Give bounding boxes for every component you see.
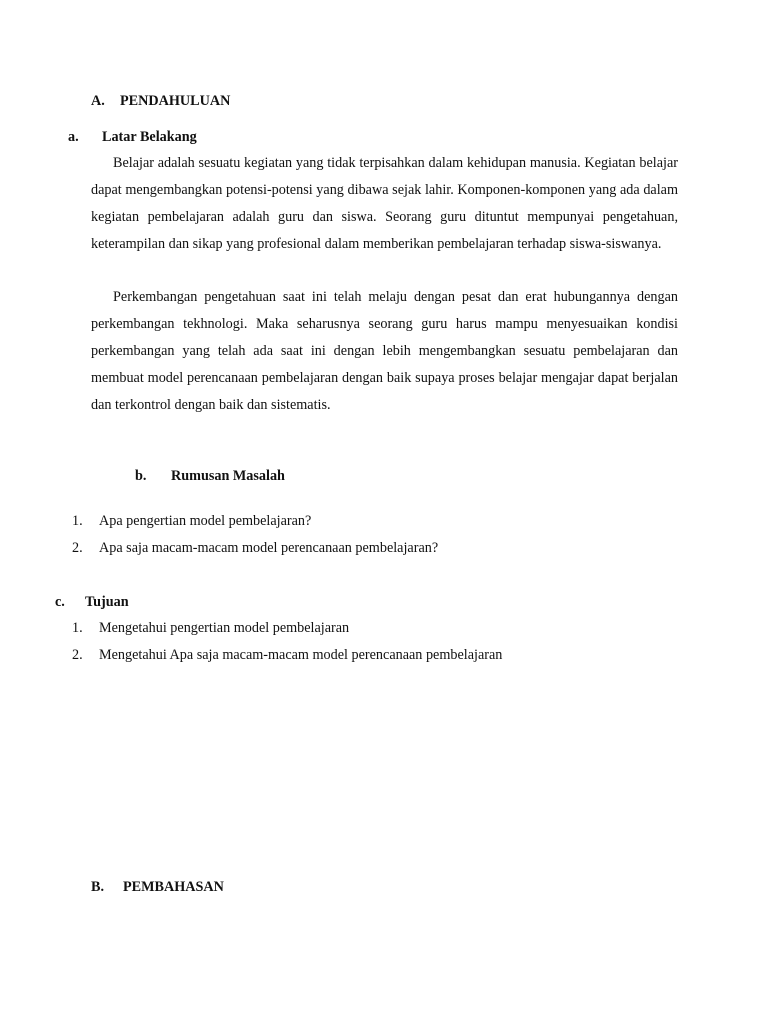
rumusan-masalah-list: [72, 508, 438, 562]
section-b-heading: [91, 879, 224, 896]
subsection-title: Latar Belakang: [102, 129, 197, 145]
list-text: Mengetahui Apa saja macam-macam model perencanaan pembelajaran: [99, 647, 503, 663]
list-number: 1.: [72, 620, 83, 636]
list-item: [72, 615, 502, 642]
section-title: PENDAHULUAN: [120, 93, 231, 109]
subsection-title: Rumusan Masalah: [171, 468, 285, 484]
section-number: A.: [91, 93, 105, 109]
subsection-rumusan-masalah-heading: [135, 468, 285, 485]
list-number: 1.: [72, 513, 83, 529]
list-text: Mengetahui pengertian model pembelajaran: [99, 620, 350, 636]
section-title: PEMBAHASAN: [123, 879, 224, 895]
tujuan-list: [72, 615, 502, 669]
subsection-title: Tujuan: [85, 594, 129, 610]
list-item: [72, 508, 438, 535]
paragraph-2: Perkembangan pengetahuan saat ini telah melaju dengan pesat dan erat hubungannya dengan perkembangan tekhnologi. Maka seharusnya seorang guru harus mampu menyesuaikan kondisi perkembangan yang telah ada saat ini dengan lebih mengembangkan sesuatu pembelajaran dan membuat model perencanaan pembelajaran dengan baik supaya proses belajar mengajar dapat berjalan dan terkontrol dengan baik dan sistematis.: [91, 289, 678, 413]
section-a-heading: [91, 93, 230, 110]
list-text: Apa pengertian model pembelajaran?: [99, 513, 312, 529]
subsection-number: b.: [135, 468, 147, 484]
list-item: [72, 535, 438, 562]
list-item: [72, 642, 502, 669]
list-number: 2.: [72, 647, 83, 663]
subsection-latar-belakang-heading: [68, 129, 197, 146]
subsection-number: a.: [68, 129, 79, 145]
list-text: Apa saja macam-macam model perencanaan pembelajaran?: [99, 540, 439, 556]
subsection-number: c.: [55, 594, 65, 610]
section-number: B.: [91, 879, 105, 895]
subsection-tujuan-heading: [55, 594, 129, 611]
list-number: 2.: [72, 540, 83, 556]
paragraph-1: Belajar adalah sesuatu kegiatan yang tidak terpisahkan dalam kehidupan manusia. Kegiatan belajar dapat mengembangkan potensi-potensi yang dibawa sejak lahir. Komponen-komponen yang ada dalam kegiatan pembelajaran adalah guru dan siswa. Seorang guru dituntut mempunyai pengetahuan, keterampilan dan sikap yang profesional dalam memberikan pembelajaran terhadap siswa-siswanya.: [91, 155, 678, 252]
